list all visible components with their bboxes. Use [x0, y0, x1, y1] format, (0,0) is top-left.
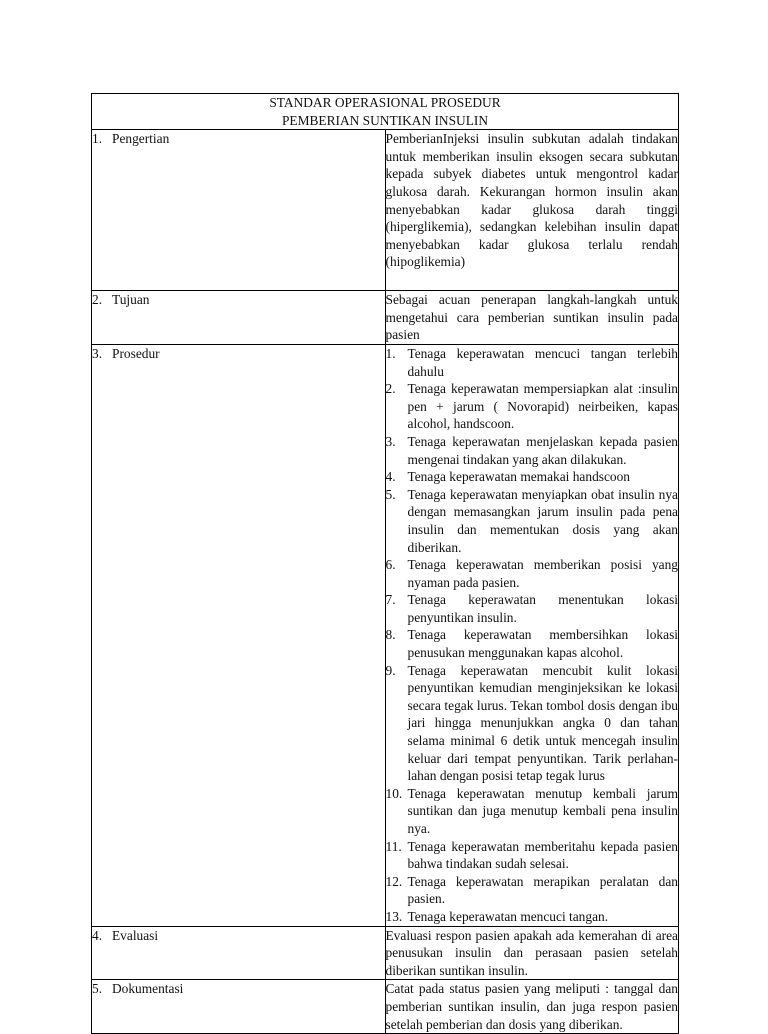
label-dokumentasi — [92, 980, 386, 1034]
row-prosedur — [92, 344, 679, 926]
list-item: 8. Tenaga keperawatan membersihkan lokasi penusukan menggunakan kapas alcohol. — [385, 627, 678, 661]
row-label: Evaluasi — [112, 927, 159, 943]
list-item: 1. Tenaga keperawatan mencuci tangan terlebih dahulu — [385, 345, 678, 379]
label-prosedur — [92, 344, 386, 926]
row-tujuan — [92, 291, 679, 345]
row-label: Pengertian — [112, 131, 170, 147]
list-item: 4. Tenaga keperawatan memakai handscoon — [385, 469, 631, 485]
content-evaluasi: Evaluasi respon pasien apakah ada kemerahan di area penusukan insulin dan perasaan pasien setelah diberikan suntikan insulin. — [385, 926, 679, 980]
row-label: Tujuan — [112, 292, 150, 308]
list-item: 9. Tenaga keperawatan mencubit kulit lokasi penyuntikan kemudian menginjeksikan ke lokasi secara tegak lurus. Tekan tombol dosis dengan ibu jari hingga menunjukkan angka 0 dan tahan selama minimal 6 detik untuk mencegah insulin keluar dari tempat penyuntikan. Tarik perlahan-lahan dengan posisi tetap tegak lurus — [385, 662, 678, 784]
row-number: 2. — [92, 292, 103, 308]
title-line-1: STANDAR OPERASIONAL PROSEDUR — [269, 95, 501, 110]
row-number: 1. — [92, 131, 103, 147]
list-item: 5. Tenaga keperawatan menyiapkan obat insulin nya dengan memasangkan jarum insulin pada pena insulin dan mementukan dosis yang akan diberikan. — [385, 486, 678, 555]
list-item: 12. Tenaga keperawatan merapikan peralatan dan pasien. — [385, 873, 678, 907]
sop-table — [91, 93, 679, 1034]
label-pengertian — [92, 130, 386, 291]
title-row — [92, 94, 679, 130]
content-dokumentasi: Catat pada status pasien yang meliputi : tanggal dan pemberian suntikan insulin, dan juga respon pasien setelah pemberian dan dosis yang diberikan. — [385, 980, 679, 1034]
title-line-2: PEMBERIAN SUNTIKAN INSULIN — [281, 112, 489, 128]
list-item: 6. Tenaga keperawatan memberikan posisi yang nyaman pada pasien. — [385, 557, 678, 590]
title-cell — [92, 94, 679, 130]
row-number: 4. — [92, 927, 103, 943]
list-item: 7. Tenaga keperawatan menentukan lokasi penyuntikan insulin. — [385, 592, 678, 625]
content-prosedur — [385, 344, 679, 926]
list-item: 10. Tenaga keperawatan menutup kembali jarum suntikan dan juga menutup kembali pena insulin nya. — [385, 785, 678, 836]
list-item: 3. Tenaga keperawatan menjelaskan kepada pasien mengenai tindakan yang akan dilakukan. — [385, 433, 678, 467]
row-number: 5. — [92, 981, 103, 997]
procedure-steps-list — [386, 345, 679, 926]
label-evaluasi — [92, 926, 386, 980]
content-pengertian: PemberianInjeksi insulin subkutan adalah tindakan untuk memberikan insulin eksogen secara subkutan kepada subyek diabetes untuk mengontrol kadar glukosa darah. Kekurangan hormon insulin akan menyebabkan kadar glukosa darah tinggi (hiperglikemia), sedangkan kelebihan insulin dapat menyebabkan kadar glukosa terlalu rendah (hipoglikemia) — [385, 130, 679, 291]
content-tujuan: Sebagai acuan penerapan langkah-langkah untuk mengetahui cara pemberian suntikan insulin pada pasien — [385, 291, 679, 345]
row-evaluasi — [92, 926, 679, 980]
row-label: Dokumentasi — [112, 981, 184, 997]
row-pengertian — [92, 130, 679, 291]
label-tujuan — [92, 291, 386, 345]
row-label: Prosedur — [112, 345, 160, 361]
list-item: 2. Tenaga keperawatan mempersiapkan alat :insulin pen + jarum ( Novorapid) neirbeiken, kapas alcohol, handscoon. — [385, 381, 678, 432]
row-number: 3. — [92, 345, 103, 361]
list-item: 13. Tenaga keperawatan mencuci tangan. — [385, 908, 609, 924]
row-dokumentasi — [92, 980, 679, 1034]
list-item: 11. Tenaga keperawatan memberitahu kepada pasien bahwa tindakan sudah selesai. — [385, 838, 678, 872]
